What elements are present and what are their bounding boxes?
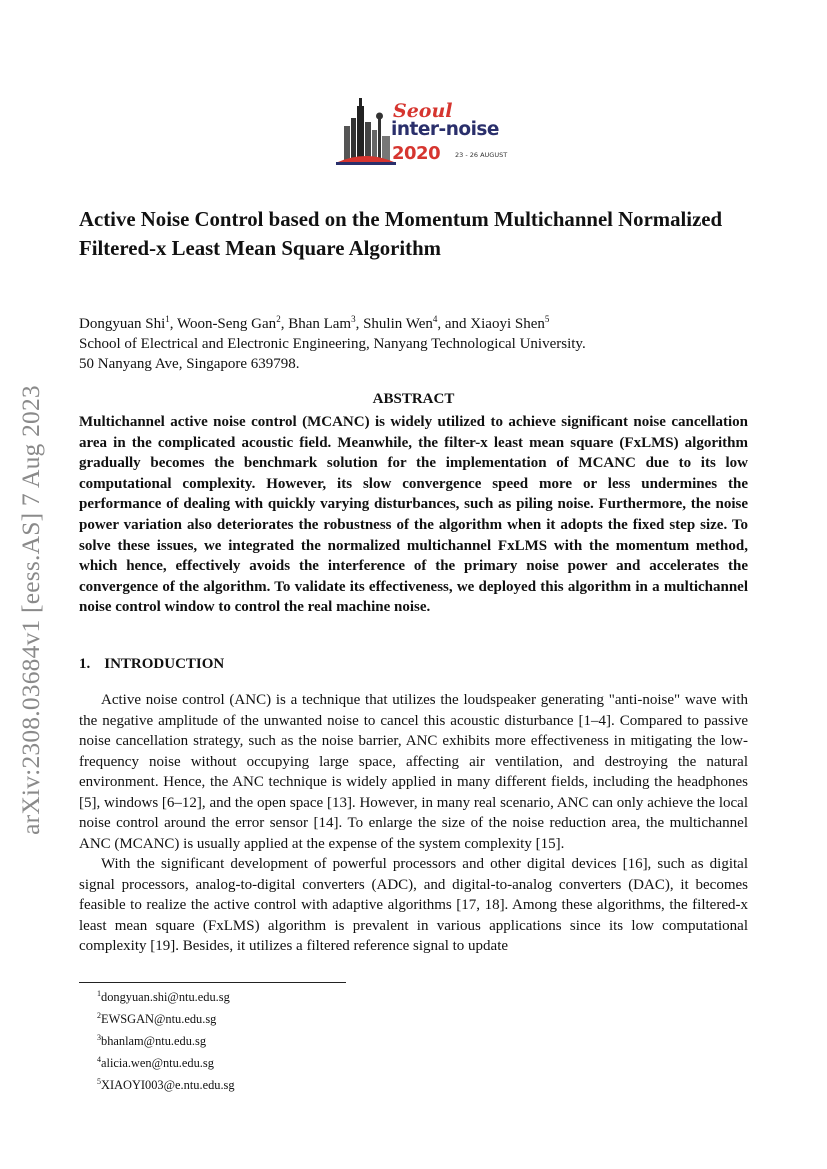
author-mark: 2 — [276, 314, 281, 324]
conference-logo — [336, 96, 516, 168]
author-name: Woon-Seng Gan — [176, 316, 277, 332]
logo-line-2: inter-noise — [391, 119, 499, 140]
logo-line-4: 23 - 26 AUGUST — [455, 151, 508, 159]
footnote — [97, 1034, 206, 1049]
author-name: Xiaoyi Shen — [470, 316, 545, 332]
footnote-mark: 2 — [97, 1011, 101, 1020]
author-list — [79, 314, 759, 334]
paragraph: Active noise control (ANC) is a technique that utilizes the loudspeaker generating "anti-noise" wave with the negative amplitude of the unwanted noise to cancel this acoustic disturbance [1–4]. Compared to passive noise cancellation strategy, such as the noise barrier, ANC exhibits more effectiveness in mitigating the low-frequency noise without occupying large space, affecting air ventilation, and destroying the natural environment. Hence, the ANC technique is widely applied in many different fields, including the headphones [5], windows [6–12], and the open space [13]. However, in many real scenario, ANC can only achieve the local noise control around the error sensor [14]. To enlarge the size of the noise reduction area, the multichannel ANC (MCANC) is usually applied at the expense of the system complexity [15]. — [79, 692, 748, 852]
author-sep: , and — [437, 316, 471, 332]
footnote-email: EWSGAN@ntu.edu.sg — [101, 1012, 217, 1026]
abstract-text: Multichannel active noise control (MCANC) is widely utilized to achieve significant noise cancellation area in the complicated acoustic field. Meanwhile, the filter-x least mean square (FxLMS) algorithm gradually becomes the benchmark solution for the implementation of MCANC due to its low computational complexity. However, its slow convergence speed more or less undermines the performance of dealing with quickly varying disturbances, such as piling noise. Furthermore, the noise power variation also deteriorates the robustness of the algorithm when it adopts the fixed step size. To solve these issues, we integrated the normalized multichannel FxLMS with the momentum method, which hence, effectively avoids the interference of the primary noise power and accelerates the convergence of the algorithm. To validate its effectiveness, we deployed this algorithm in a multichannel noise control window to control the real machine noise. — [79, 414, 748, 616]
author-name: Bhan Lam — [288, 316, 352, 332]
footnote — [97, 990, 230, 1005]
arxiv-identifier-text: arXiv:2308.03684v1 [eess.AS] 7 Aug 2023 — [16, 385, 45, 835]
footnote-mark: 3 — [97, 1033, 101, 1042]
author-sep: , — [280, 316, 289, 332]
author-name: Shulin Wen — [363, 316, 433, 332]
footnote-email: bhanlam@ntu.edu.sg — [101, 1034, 207, 1048]
affiliation-line-1: School of Electrical and Electronic Engineering, Nanyang Technological University. — [79, 336, 586, 352]
author-mark: 3 — [351, 314, 356, 324]
author-name: Dongyuan Shi — [79, 316, 166, 332]
footnote-email: alicia.wen@ntu.edu.sg — [101, 1056, 214, 1070]
author-mark: 4 — [432, 314, 438, 324]
footnote-mark: 1 — [97, 989, 101, 998]
section-title: INTRODUCTION — [104, 656, 225, 672]
footnote-divider — [79, 982, 346, 983]
footnote-email: dongyuan.shi@ntu.edu.sg — [101, 990, 230, 1004]
abstract-heading: ABSTRACT — [372, 391, 455, 407]
author-mark: 5 — [544, 314, 550, 324]
author-sep: , — [169, 316, 177, 332]
affiliation-line-2: 50 Nanyang Ave, Singapore 639798. — [79, 356, 300, 372]
paper-title: Active Noise Control based on the Momentum Multichannel Normalized Filtered-x Least Mean Square Algorithm — [79, 208, 723, 260]
author-mark: 1 — [165, 314, 170, 324]
section-heading — [79, 656, 224, 673]
footnote-mark: 4 — [97, 1055, 101, 1064]
author-block — [79, 314, 759, 374]
footnote-email: XIAOYI003@e.ntu.edu.sg — [101, 1078, 235, 1092]
body-text — [79, 690, 748, 957]
footnote — [97, 1056, 214, 1071]
section-number: 1. — [79, 656, 91, 672]
logo-line-3: 2020 — [392, 143, 441, 164]
paragraph: With the significant development of powerful processors and other digital devices [16], such as digital signal processors, analog-to-digital converters (ADC), and digital-to-analog converters (DAC), it becomes feasible to realize the active control with adaptive algorithms [17, 18]. Among these algorithms, the filtered-x least mean square (FxLMS) algorithm is prevalent in various applications since its low computational complexity [19]. Besides, it utilizes a filtered reference signal to update — [79, 856, 748, 954]
skyline-icon — [336, 96, 396, 168]
logo-line-1: Seoul — [393, 100, 453, 122]
arxiv-identifier — [6, 350, 56, 870]
author-sep: , — [355, 316, 364, 332]
footnote — [97, 1012, 216, 1027]
footnote — [97, 1078, 235, 1093]
footnote-mark: 5 — [97, 1077, 101, 1086]
